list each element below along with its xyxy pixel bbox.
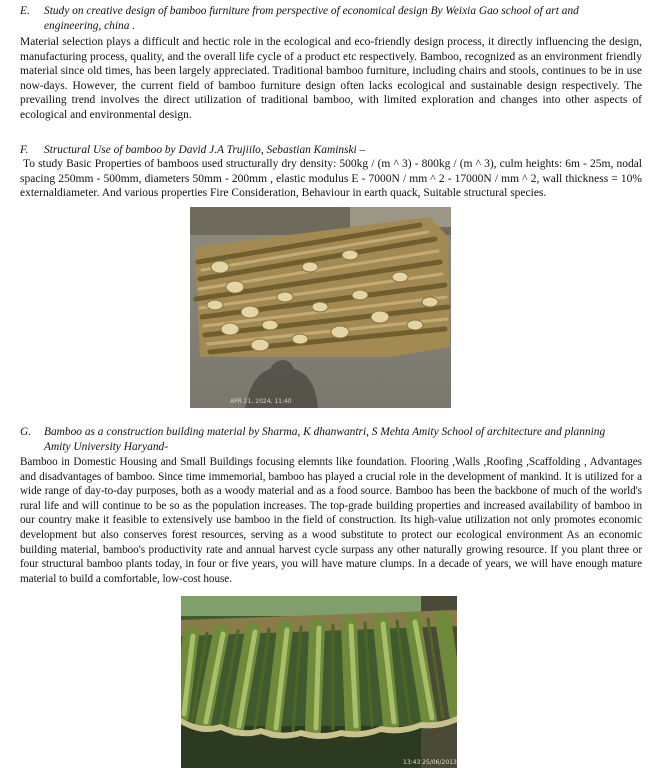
- section-f-heading: [20, 143, 365, 158]
- section-e-title-cont: engineering, china .: [44, 20, 136, 32]
- section-g-letter: G.: [20, 426, 32, 438]
- section-f-title: Structural Use of bamboo by David J.A Trujiilo, Sebastian Kaminski –: [44, 144, 366, 156]
- photo-timestamp-2: 13:43 25/06/2013: [403, 759, 457, 766]
- photo-timestamp: APR 21, 2024, 11:40: [230, 398, 292, 405]
- section-e-letter: E.: [20, 5, 30, 17]
- bamboo-roof-image: [181, 596, 457, 768]
- section-e-title: Study on creative design of bamboo furniture from perspective of economical design By Weixia Gao school of art and: [44, 5, 579, 17]
- bamboo-roof-photo: [181, 596, 457, 768]
- section-f-body: To study Basic Properties of bamboos used structurally dry density: 500kg / (m ^ 3) - 800kg / (m ^ 3), culm heights: 6m - 25m, nodal spacing 250mm - 500mm, diameters 50mm - 200mm , elastic modulus E - 7000N / mm ^ 2 - 17000N / mm ^ 2, wall thickness = 10% externaldiameter. And various properties Fire Consideration, Behaviour in earth quack, Suitable structural species.: [20, 158, 642, 200]
- section-e-heading-line2: [44, 19, 135, 34]
- bamboo-pile-photo: [190, 207, 451, 408]
- section-e-heading: [20, 4, 645, 19]
- section-g-title-cont: Amity University Haryand-: [44, 441, 169, 453]
- bamboo-pile-image: [190, 207, 451, 408]
- section-g-heading-line2: [44, 440, 168, 455]
- section-g-body: Bamboo in Domestic Housing and Small Buildings focusing elemnts like foundation. Flooring ,Walls ,Roofing ,Scaffolding , Advantages and disadvantages of bamboo. Since time immemorial, bamboo has played a crucial role in the development of mankind. It is utilized for a wide range of day-to-day purposes, both as a woody material and as a food source. Bamboo has been the backbone of much of the world's rural life and will continue to be so as the population increases. The top-grade building properties and increased availability of bamboo in our country make it feasible to extensively use bamboo in the field of construction. Its high-value utilization not only promotes economic development but also conserves forest resources, serving as a wood substitute to protect our ecological environment As an economic building material, bamboo's productivity rate and annual harvest cycle surpass any other naturally growing resource. If you plant three or four structural bamboo plants today, in four or five years, you will have mature clumps. In a decade of years, we will have enough mature material to build a comfortable, low-cost house.: [20, 456, 642, 585]
- section-f-letter: F.: [20, 144, 29, 156]
- section-g-title: Bamboo as a construction building material by Sharma, K dhanwantri, S Mehta Amity School of architecture and planning: [44, 426, 606, 438]
- section-g-heading: [20, 425, 642, 440]
- section-e-body: Material selection plays a difficult and hectic role in the ecological and eco-friendly design process, it directly influencing the design, manufacturing process, quality, and the overall life cycle of a product etc respectively. Bamboo, recognized as an environment friendly material since old times, has been largely appreciated. Traditional bamboo furniture, including chairs and stools, continues to be in use now-days. However, the current field of bamboo furniture design often lacks ecological and sustainable design respectively. The prevailing trend involves the direct utilization of traditional bamboo, with limited exploration and changes into other aspects of ecological and environmental design.: [20, 36, 642, 121]
